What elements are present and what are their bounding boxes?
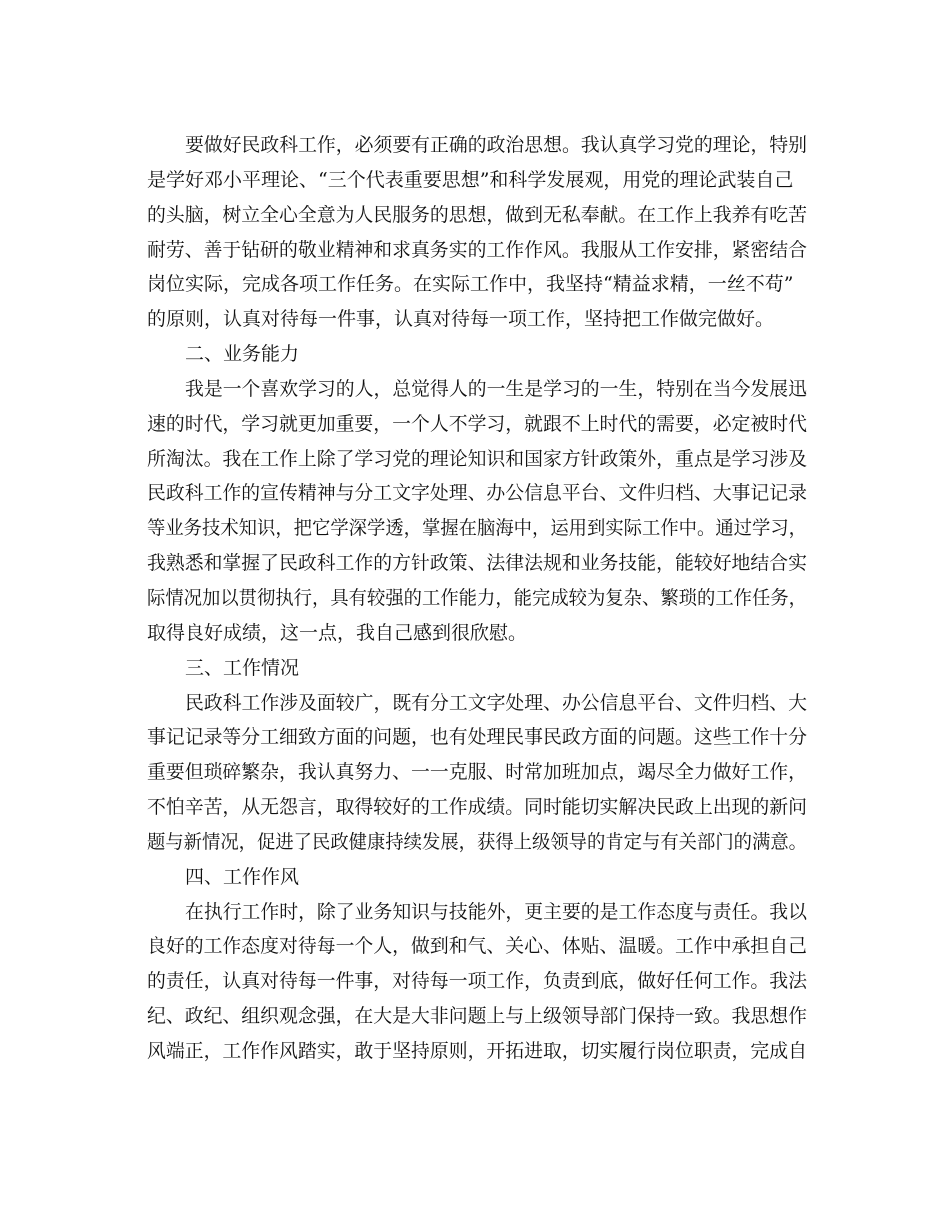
text-line: 取得良好成绩，这一点，我自己感到很欣慰。: [147, 621, 528, 644]
text-line: 纪、政纪、组织观念强，在大是大非问题上与上级领导部门保持一致。我思想作: [147, 1005, 807, 1028]
text-line: 岗位实际，完成各项工作任务。在实际工作中，我坚持“精益求精，一丝不苟”: [147, 273, 794, 296]
text-line: 的责任，认真对待每一件事，对待每一项工作，负责到底，做好任何工作。我法: [147, 970, 807, 993]
document-body: [147, 128, 807, 1069]
text-line: 要做好民政科工作，必须要有正确的政治思想。我认真学习党的理论，特别: [185, 134, 807, 156]
text-line: 四、工作作风: [185, 865, 300, 888]
text-line: 我是一个喜欢学习的人，总觉得人的一生是学习的一生，特别在当今发展迅: [185, 377, 807, 400]
text-line: 民政科工作涉及面较广，既有分工文字处理、办公信息平台、文件归档、大: [185, 691, 807, 714]
text-line: 二、业务能力: [185, 343, 300, 366]
text-line: 重要但琐碎繁杂，我认真努力、一一克服、时常加班加点，竭尽全力做好工作，: [147, 761, 807, 784]
text-line: 题与新情况，促进了民政健康持续发展，获得上级领导的肯定与有关部门的满意。: [147, 830, 807, 853]
text-line: 等业务技术知识，把它学深学透，掌握在脑海中，运用到实际工作中。通过学习，: [147, 517, 807, 540]
text-line: 风端正，工作作风踏实，敢于坚持原则，开拓进取，切实履行岗位职责，完成自: [147, 1039, 807, 1062]
text-line: 的头脑，树立全心全意为人民服务的思想，做到无私奉献。在工作上我养有吃苦: [147, 203, 807, 226]
text-line: 在执行工作时，除了业务知识与技能外，更主要的是工作态度与责任。我以: [185, 900, 807, 923]
text-line: 是学好邓小平理论、“三个代表重要思想”和科学发展观，用党的理论武装自己: [147, 168, 794, 191]
text-line: 所淘汰。我在工作上除了学习党的理论知识和国家方针政策外，重点是学习涉及: [147, 447, 807, 470]
text-line: 事记记录等分工细致方面的问题，也有处理民事民政方面的问题。这些工作十分: [147, 726, 807, 749]
text-line: 的原则，认真对待每一件事，认真对待每一项工作，坚持把工作做完做好。: [147, 308, 775, 331]
text-line: 速的时代，学习就更加重要，一个人不学习，就跟不上时代的需要，必定被时代: [147, 412, 807, 435]
text-line: 我熟悉和掌握了民政科工作的方针政策、法律法规和业务技能，能较好地结合实: [147, 552, 807, 575]
text-line: 良好的工作态度对待每一个人，做到和气、关心、体贴、温暖。工作中承担自己: [147, 935, 807, 958]
text-line: 不怕辛苦，从无怨言，取得较好的工作成绩。同时能切实解决民政上出现的新问: [147, 796, 807, 819]
text-line: 际情况加以贯彻执行，具有较强的工作能力，能完成较为复杂、繁琐的工作任务，: [147, 586, 807, 609]
text-line: 三、工作情况: [185, 656, 300, 679]
text-line: 民政科工作的宣传精神与分工文字处理、办公信息平台、文件归档、大事记记录: [147, 482, 807, 505]
text-line: 耐劳、善于钻研的敬业精神和求真务实的工作作风。我服从工作安排，紧密结合: [147, 238, 807, 261]
